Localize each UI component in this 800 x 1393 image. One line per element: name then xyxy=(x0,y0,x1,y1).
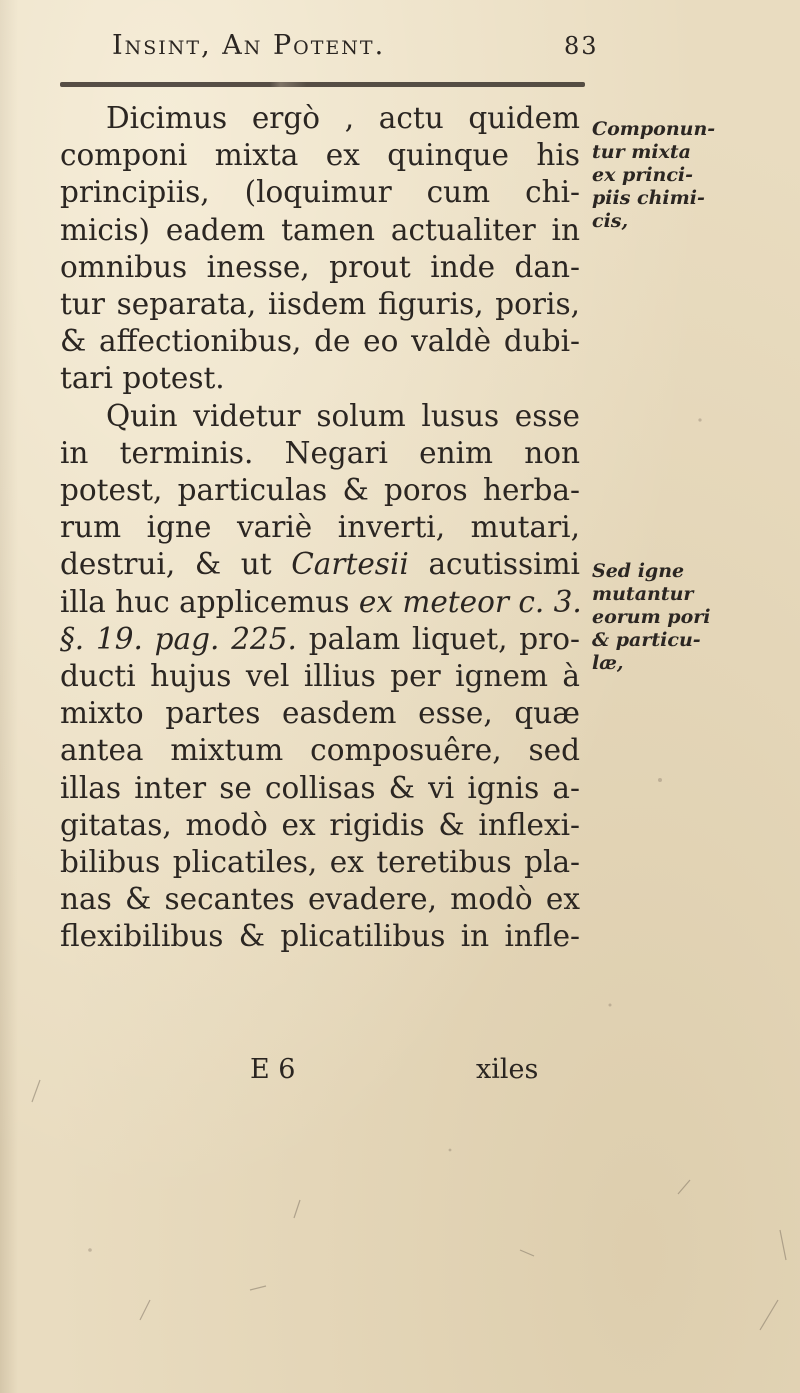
marginal-note-line: Componun- xyxy=(592,118,716,140)
text-line: ducti hujus vel illius per ignem à xyxy=(60,659,580,694)
signature-mark: E 6 xyxy=(250,1054,296,1085)
text-line: potest, particulas & poros herba- xyxy=(60,473,580,508)
text-line: omnibus inesse, prout inde dan- xyxy=(60,249,580,284)
text-line-mixed xyxy=(60,546,580,583)
text-line: rum igne variè inverti, mutari, xyxy=(60,510,580,545)
marginal-note-line: tur mixta xyxy=(592,141,691,163)
text-line-mixed xyxy=(60,621,580,658)
text-run: acutissimi xyxy=(428,547,580,582)
text-line: principiis, (loquimur cum chi- xyxy=(60,175,580,210)
text-line: Quin videtur solum lusus esse xyxy=(106,398,580,433)
header-rule xyxy=(60,82,585,87)
text-run: destrui, & ut xyxy=(60,547,272,582)
text-line: antea mixtum composuêre, sed xyxy=(60,733,580,768)
text-line-mixed xyxy=(60,584,580,621)
page-footer xyxy=(60,1054,580,1094)
marginal-note xyxy=(592,118,800,233)
marginal-note-line: cis, xyxy=(592,210,629,232)
italic-reference: §. 19. pag. 225. xyxy=(60,621,297,656)
marginal-note-line: Sed igne xyxy=(592,560,685,582)
catchword: xiles xyxy=(476,1054,539,1085)
text-line: flexibilibus & plicatilibus in infle- xyxy=(60,919,580,954)
text-line: tari potest. xyxy=(60,361,225,396)
text-line: gitatas, modò ex rigidis & inflexi- xyxy=(60,807,580,842)
running-head xyxy=(112,30,632,70)
italic-name: Cartesii xyxy=(291,547,409,582)
text-line: in terminis. Negari enim non xyxy=(60,435,580,470)
text-line: & affectionibus, de eo valdè dubi- xyxy=(60,324,580,359)
text-line: bilibus plicatiles, ex teretibus pla- xyxy=(60,845,580,880)
marginal-note xyxy=(592,560,800,675)
text-line: componi mixta ex quinque his xyxy=(60,138,580,173)
main-text xyxy=(60,100,580,956)
text-line: micis) eadem tamen actualiter in xyxy=(60,212,580,247)
marginal-note-line: eorum pori xyxy=(592,606,711,628)
marginal-note-line: ex princi- xyxy=(592,164,694,186)
marginal-note-line: mutantur xyxy=(592,583,694,605)
text-line: nas & secantes evadere, modò ex xyxy=(60,882,580,917)
text-line: illas inter se collisas & vi ignis a- xyxy=(60,770,580,805)
page-number: 83 xyxy=(564,32,599,60)
text-run: palam liquet, pro- xyxy=(308,621,580,656)
marginal-note-line: læ, xyxy=(592,652,624,674)
marginal-note-line: & particu- xyxy=(592,629,701,651)
text-line: tur separata, iisdem figuris, poris, xyxy=(60,287,580,322)
italic-reference: ex meteor c. 3. xyxy=(358,584,582,619)
text-run: illa huc applicemus xyxy=(60,584,350,619)
text-line: mixto partes easdem esse, quæ xyxy=(60,696,580,731)
marginal-note-line: piis chimi- xyxy=(592,187,705,209)
running-head-title: Insint, An Potent. xyxy=(112,30,386,61)
text-line: Dicimus ergò , actu quidem xyxy=(106,101,580,135)
